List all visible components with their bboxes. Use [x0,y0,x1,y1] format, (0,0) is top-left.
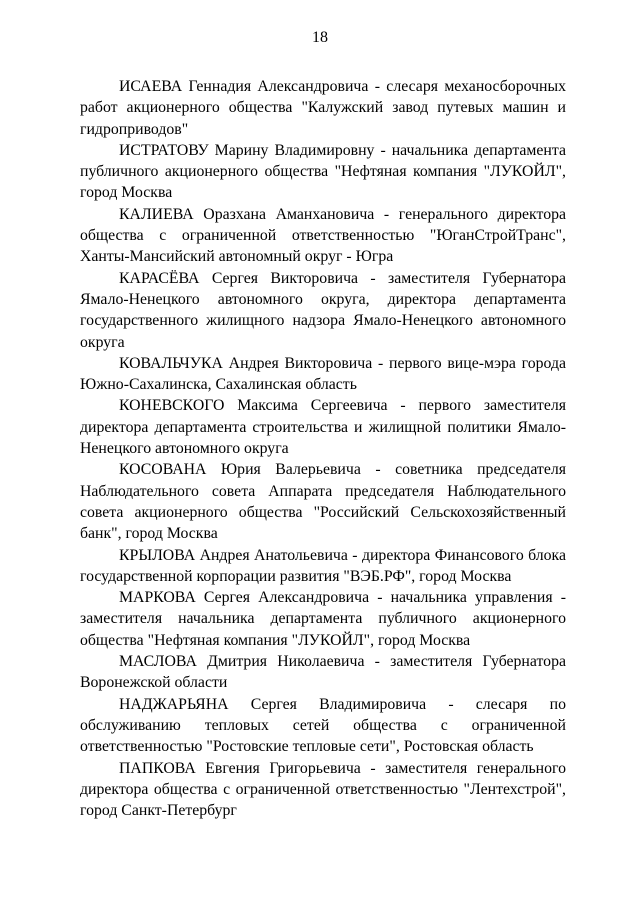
list-item: КАРАСЁВА Сергея Викторовича - заместителя Губернатора Ямало-Ненецкого автономного округа, директора департамента государственного жилищного надзора Ямало-Ненецкого автономного округа [80,269,566,351]
list-item: ИСАЕВА Геннадия Александровича - слесаря механосборочных работ акционерного общества "Калужский завод путевых машин и гидроприводов" [80,78,566,138]
list-item: ИСТРАТОВУ Марину Владимировну - начальника департамента публичного акционерного общества "Нефтяная компания "ЛУКОЙЛ", город Москва [80,141,566,202]
list-item: КРЫЛОВА Андрея Анатольевича - директора Финансового блока государственной корпорации развития "ВЭБ.РФ", город Москва [80,546,566,585]
list-item: НАДЖАРЬЯНА Сергея Владимировича - слесаря по обслуживанию тепловых сетей общества с ограниченной ответственностью "Ростовские тепловые сети", Ростовская область [80,695,566,756]
page-number: 18 [312,29,328,46]
list-item: КОНЕВСКОГО Максима Сергеевича - первого заместителя директора департамента строительства и жилищной политики Ямало-Ненецкого автономного округа [80,397,566,458]
list-item: МАСЛОВА Дмитрия Николаевича - заместителя Губернатора Воронежской области [80,653,566,692]
list-item: КОВАЛЬЧУКА Андрея Викторовича - первого вице-мэра города Южно-Сахалинска, Сахалинская область [80,354,566,394]
list-item: КОСОВАНА Юрия Валерьевича - советника председателя Наблюдательного совета Аппарата председателя Наблюдательного совета акционерного общества "Российский Сельскохозяйственный банк", город Москва [80,461,566,543]
award-list [80,76,566,821]
list-item: ПАПКОВА Евгения Григорьевича - заместителя генерального директора общества с ограниченной ответственностью "Лентехстрой", город Санкт-Петербург [80,759,566,820]
list-item: КАЛИЕВА Оразхана Аманхановича - генерального директора общества с ограниченной ответственностью "ЮганСтройТранс", Ханты-Мансийский автономный округ - Югра [80,205,566,266]
list-item: МАРКОВА Сергея Александровича - начальника управления - заместителя начальника департамента публичного акционерного общества "Нефтяная компания "ЛУКОЙЛ", город Москва [80,589,566,649]
